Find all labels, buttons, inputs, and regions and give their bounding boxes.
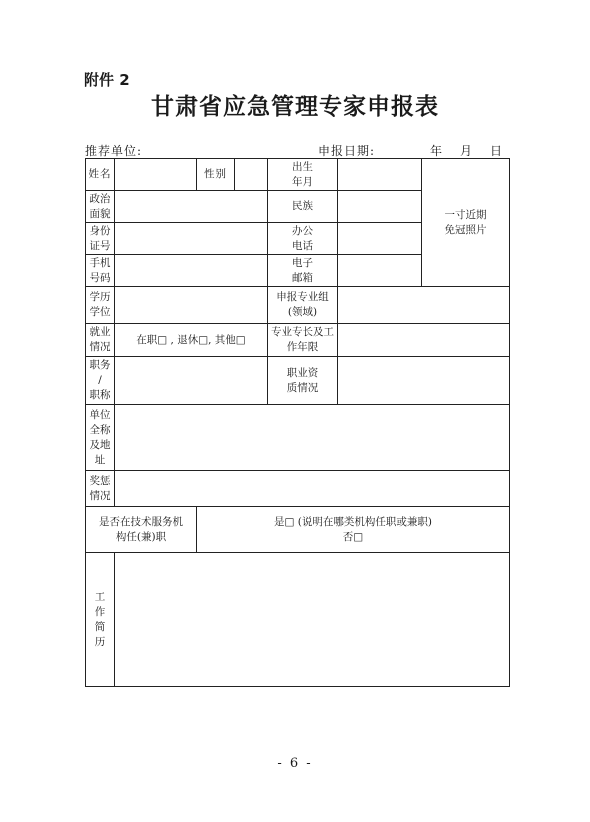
specialty-label: 专业专长及工 作年限 xyxy=(268,324,338,357)
unit-address-field[interactable] xyxy=(115,405,510,471)
work-history-label: 工 作 简 历 xyxy=(86,553,115,687)
education-field[interactable] xyxy=(115,287,268,324)
id-number-field[interactable] xyxy=(115,223,268,255)
tech-service-options[interactable]: 是□ (说明在哪类机构任职或兼职) 否□ xyxy=(197,507,510,553)
education-label: 学历 学位 xyxy=(86,287,115,324)
date-day: 日 xyxy=(490,144,504,158)
birth-label: 出生 年月 xyxy=(268,159,338,191)
ethnicity-label: 民族 xyxy=(268,191,338,223)
employment-label: 就业 情况 xyxy=(86,324,115,357)
gender-field[interactable] xyxy=(235,159,268,191)
tech-service-label: 是否在技术服务机 构任(兼)职 xyxy=(86,507,197,553)
awards-label: 奖惩 情况 xyxy=(86,471,115,507)
date-month: 月 xyxy=(460,144,474,158)
qualification-label: 职业资 质情况 xyxy=(268,357,338,405)
mobile-field[interactable] xyxy=(115,255,268,287)
name-label: 姓名 xyxy=(86,159,115,191)
specialty-field[interactable] xyxy=(338,324,510,357)
birth-field[interactable] xyxy=(338,159,422,191)
attachment-label: 附件 2 xyxy=(84,71,130,89)
professional-group-label: 申报专业组 (领域) xyxy=(268,287,338,324)
politics-field[interactable] xyxy=(115,191,268,223)
qualification-field[interactable] xyxy=(338,357,510,405)
email-field[interactable] xyxy=(338,255,422,287)
politics-label: 政治 面貌 xyxy=(86,191,115,223)
photo-box[interactable]: 一寸近期 免冠照片 xyxy=(422,159,510,287)
apply-date-label: 申报日期: xyxy=(318,144,376,158)
employment-options[interactable]: 在职□ , 退休□, 其他□ xyxy=(115,324,268,357)
work-history-field[interactable] xyxy=(115,553,510,687)
page-title: 甘肃省应急管理专家申报表 xyxy=(151,93,439,120)
office-phone-label: 办公 电话 xyxy=(268,223,338,255)
id-number-label: 身份 证号 xyxy=(86,223,115,255)
email-label: 电子 邮箱 xyxy=(268,255,338,287)
office-phone-field[interactable] xyxy=(338,223,422,255)
date-year: 年 xyxy=(430,144,444,158)
position-title-label: 职务 / 职称 xyxy=(86,357,115,405)
name-field[interactable] xyxy=(115,159,197,191)
unit-address-label: 单位 全称 及地 址 xyxy=(86,405,115,471)
professional-group-field[interactable] xyxy=(338,287,510,324)
page-number: - 6 - xyxy=(277,756,313,771)
recommend-unit-label: 推荐单位: xyxy=(85,144,143,158)
gender-label: 性别 xyxy=(197,159,235,191)
position-title-field[interactable] xyxy=(115,357,268,405)
mobile-label: 手机 号码 xyxy=(86,255,115,287)
application-form-table xyxy=(85,158,510,687)
awards-field[interactable] xyxy=(115,471,510,507)
ethnicity-field[interactable] xyxy=(338,191,422,223)
